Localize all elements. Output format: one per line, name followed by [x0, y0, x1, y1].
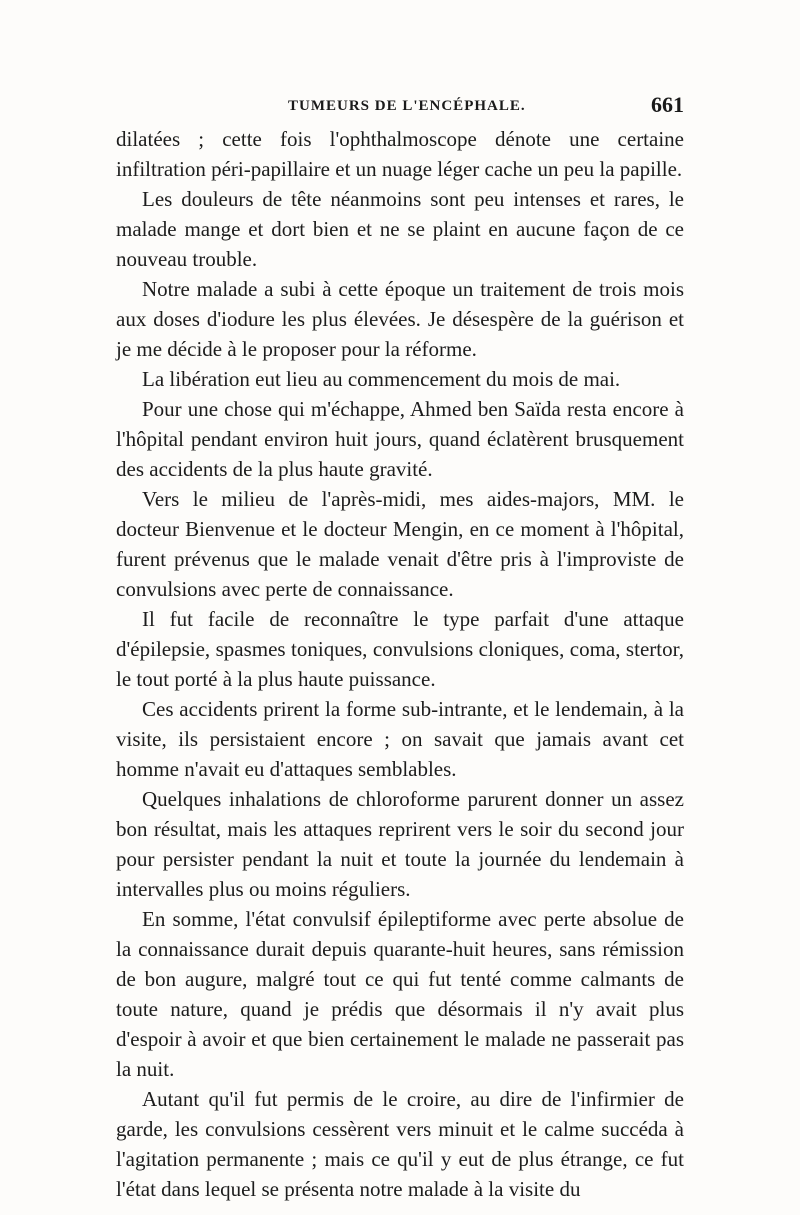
page-number: 661 — [651, 92, 684, 117]
paragraph: Quelques inhalations de chloroforme parurent donner un assez bon résultat, mais les attaques reprirent vers le soir du second jour pour persister pendant la nuit et toute la journée du lendemain à intervalles plus ou moins réguliers. — [116, 787, 684, 901]
body-text — [116, 124, 684, 1204]
paragraph: La libération eut lieu au commencement du mois de mai. — [142, 367, 621, 391]
paragraph: Ces accidents prirent la forme sub-intrante, et le lendemain, à la visite, ils persistaient encore ; on savait que jamais avant cet homme n'avait eu d'attaques semblables. — [116, 697, 684, 781]
paragraph: Notre malade a subi à cette époque un traitement de trois mois aux doses d'iodure les plus élevées. Je désespère de la guérison et je me décide à le proposer pour la réforme. — [116, 277, 684, 361]
paragraph: Autant qu'il fut permis de le croire, au dire de l'infirmier de garde, les convulsions cessèrent vers minuit et le calme succéda à l'agitation permanente ; mais ce qu'il y eut de plus étrange, ce fut l'état dans lequel se présenta notre malade à la visite du — [116, 1087, 684, 1201]
paragraph: Il fut facile de reconnaître le type parfait d'une attaque d'épilepsie, spasmes toniques, convulsions cloniques, coma, stertor, le tout porté à la plus haute puissance. — [116, 607, 684, 691]
running-title: TUMEURS DE L'ENCÉPHALE. — [288, 98, 526, 114]
paragraph: Vers le milieu de l'après-midi, mes aides-majors, MM. le docteur Bienvenue et le docteur Mengin, en ce moment à l'hôpital, furent prévenus que le malade venait d'être pris à l'improviste de convulsions avec perte de connaissance. — [116, 487, 684, 601]
paragraph: Pour une chose qui m'échappe, Ahmed ben Saïda resta encore à l'hôpital pendant environ huit jours, quand éclatèrent brusquement des accidents de la plus haute gravité. — [116, 397, 684, 481]
paragraph: Les douleurs de tête néanmoins sont peu intenses et rares, le malade mange et dort bien et ne se plaint en aucune façon de ce nouveau trouble. — [116, 187, 684, 271]
page-header — [116, 92, 684, 122]
paragraph: En somme, l'état convulsif épileptiforme avec perte absolue de la connaissance durait depuis quarante-huit heures, sans rémission de bon augure, malgré tout ce qui fut tenté comme calmants de toute nature, quand je prédis que désormais il n'y avait plus d'espoir à avoir et que bien certainement le malade ne passerait pas la nuit. — [116, 907, 684, 1081]
paragraph: dilatées ; cette fois l'ophthalmoscope dénote une certaine infiltration péri-papillaire et un nuage léger cache un peu la papille. — [116, 127, 684, 181]
